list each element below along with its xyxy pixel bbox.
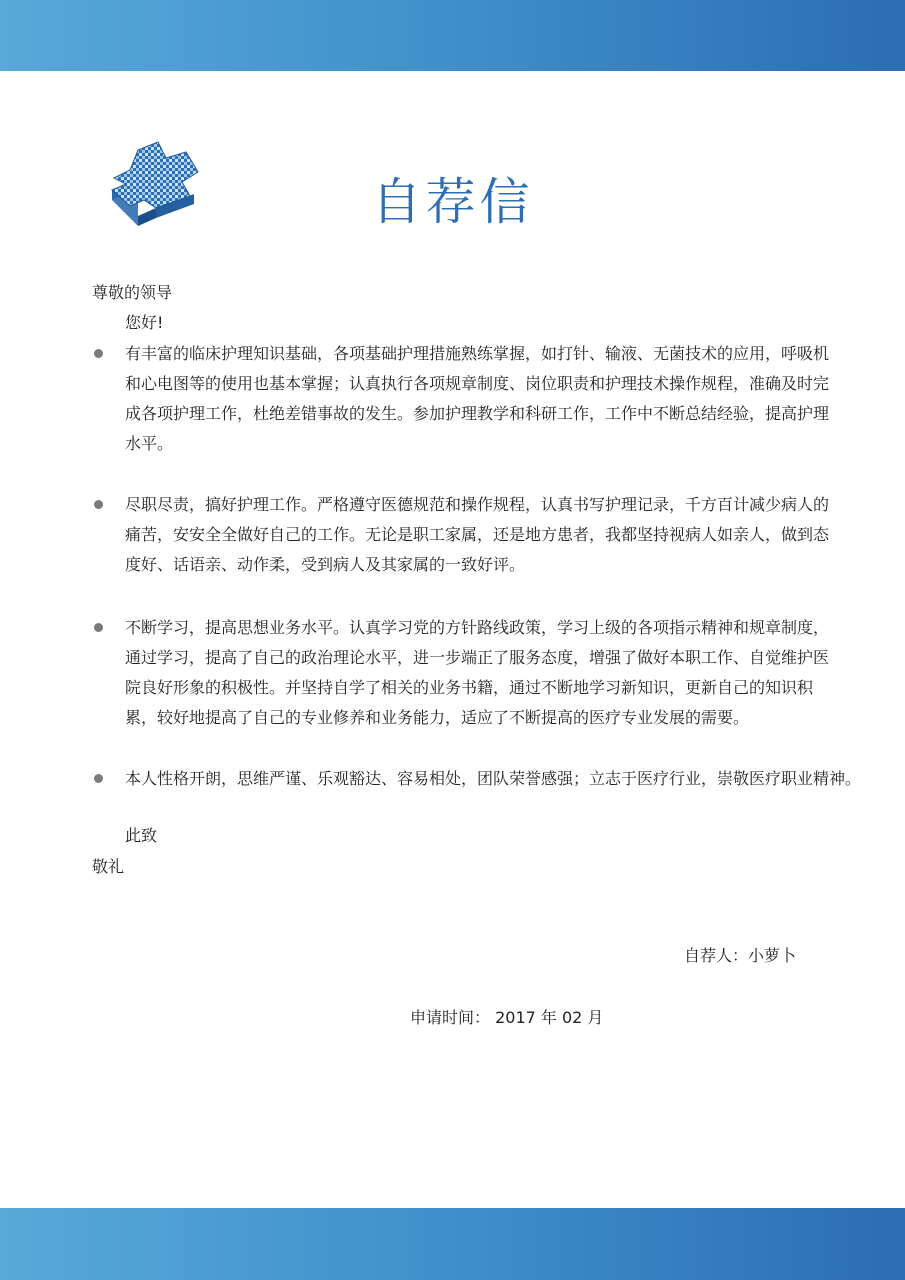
list-item — [125, 490, 840, 580]
bullet-dot-icon — [94, 500, 103, 509]
closing-line: 此致 — [125, 826, 158, 845]
closing-salute: 敬礼 — [92, 857, 125, 876]
page-title: 自荐信 — [371, 173, 534, 231]
salutation: 尊敬的领导 — [92, 283, 173, 302]
paragraph-text: 本人性格开朗，思维严谨、乐观豁达、容易相处，团队荣誉感强；立志于医疗行业，崇敬医疗职业精神。 — [125, 769, 862, 788]
bullet-dot-icon — [94, 623, 103, 632]
paragraph-text: 不断学习，提高思想业务水平。认真学习党的方针路线政策，学习上级的各项指示精神和规章制度，通过学习，提高了自己的政治理论水平，进一步端正了服务态度，增强了做好本职工作、自觉维护医院良好形象的积极性。并坚持自学了相关的业务书籍，通过不断地学习新知识，更新自己的知识积累，较好地提高了自己的专业修养和业务能力，适应了不断提高的医疗专业发展的需要。 — [125, 618, 830, 727]
bottom-decorative-band — [0, 1208, 905, 1280]
list-item — [125, 613, 840, 733]
paragraph-text: 有丰富的临床护理知识基础，各项基础护理措施熟练掌握，如打针、输液、无菌技术的应用，呼吸机和心电图等的使用也基本掌握；认真执行各项规章制度、岗位职责和护理技术操作规程，准确及时完成各项护理工作，杜绝差错事故的发生。参加护理教学和科研工作，工作中不断总结经验，提高护理水平。 — [125, 344, 830, 453]
list-item — [125, 339, 840, 459]
list-item — [125, 764, 862, 794]
signature: 自荐人：小萝卜 — [684, 946, 797, 965]
bullet-dot-icon — [94, 349, 103, 358]
paragraph-text: 尽职尽责，搞好护理工作。严格遵守医德规范和操作规程，认真书写护理记录，千方百计减少病人的痛苦，安安全全做好自己的工作。无论是职工家属，还是地方患者，我都坚持视病人如亲人，做到态度好、话语亲、动作柔，受到病人及其家属的一致好评。 — [125, 495, 830, 574]
top-decorative-band — [0, 0, 905, 71]
application-date: 申请时间： 2017 年 02 月 — [410, 1008, 604, 1027]
greeting: 您好! — [125, 313, 164, 332]
bullet-dot-icon — [94, 774, 103, 783]
